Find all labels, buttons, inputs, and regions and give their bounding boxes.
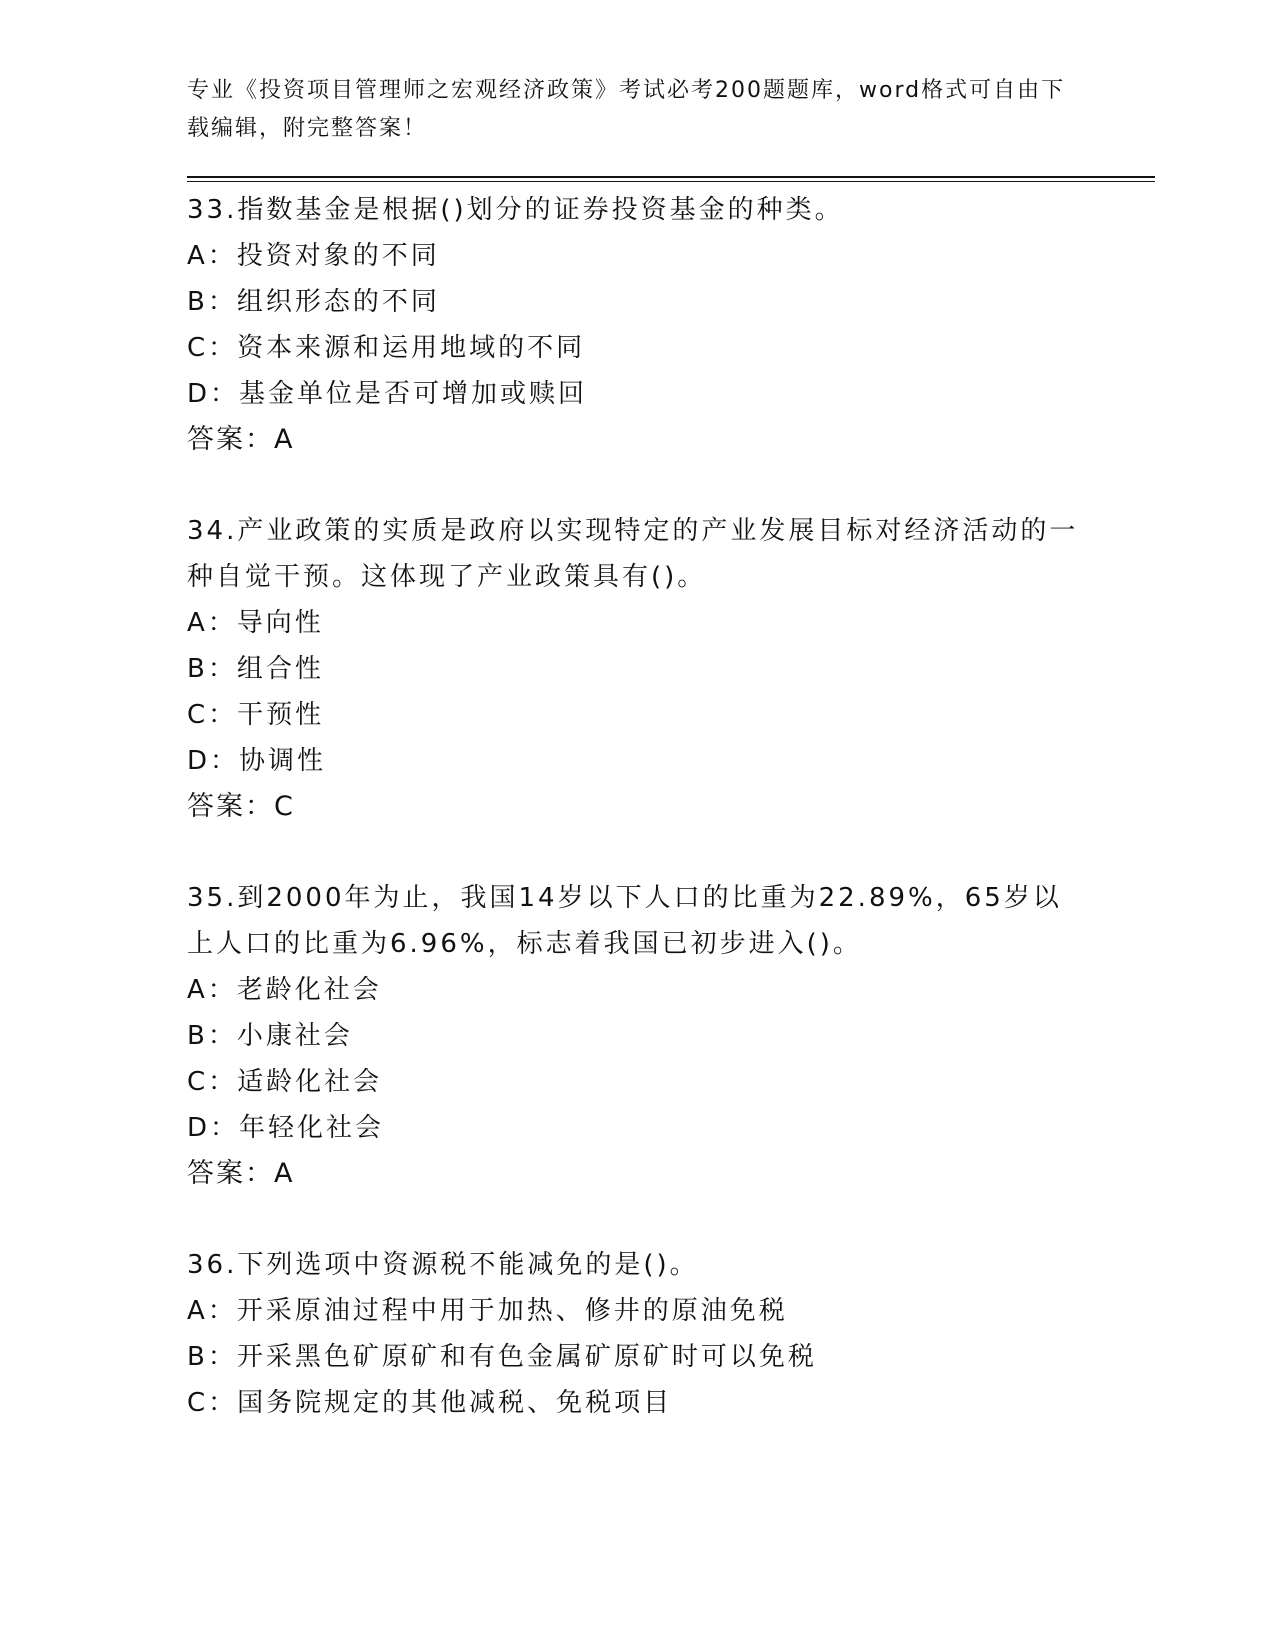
question-33 [187,187,1087,463]
question-list [187,187,1087,1471]
header-divider-thick [187,176,1155,178]
header-divider-thin [187,181,1155,182]
header-note: 专业《投资项目管理师之宏观经济政策》考试必考200题题库，word格式可自由下载编辑，附完整答案！ [187,78,1066,141]
option-b: B：组合性 [187,654,324,684]
option-c: C：适龄化社会 [187,1067,383,1097]
option-c: C：干预性 [187,700,325,730]
question-34 [187,508,1087,830]
option-c: C：国务院规定的其他减税、免税项目 [187,1388,673,1418]
option-c: C：资本来源和运用地域的不同 [187,333,586,363]
option-b: B：开采黑色矿原矿和有色金属矿原矿时可以免税 [187,1342,817,1372]
question-stem: 36.下列选项中资源税不能减免的是()。 [187,1250,699,1280]
answer-line: 答案：A [187,1158,295,1189]
option-d: D：基金单位是否可增加或赎回 [187,379,588,409]
question-stem: 34.产业政策的实质是政府以实现特定的产业发展目标对经济活动的一种自觉干预。这体现了产业政策具有()。 [187,516,1079,592]
option-b: B：小康社会 [187,1021,353,1051]
option-d: D：年轻化社会 [187,1113,385,1143]
option-a: A：开采原油过程中用于加热、修井的原油免税 [187,1296,788,1326]
option-b: B：组织形态的不同 [187,287,440,317]
answer-line: 答案：C [187,791,295,822]
option-a: A：投资对象的不同 [187,241,440,271]
question-stem: 33.指数基金是根据()划分的证券投资基金的种类。 [187,195,844,225]
question-stem: 35.到2000年为止，我国14岁以下人口的比重为22.89%，65岁以上人口的比重为6.96%，标志着我国已初步进入()。 [187,883,1062,959]
option-d: D：协调性 [187,746,327,776]
question-35 [187,875,1087,1197]
answer-line: 答案：A [187,424,295,455]
option-a: A：导向性 [187,608,324,638]
question-36 [187,1242,1087,1426]
option-a: A：老龄化社会 [187,975,382,1005]
